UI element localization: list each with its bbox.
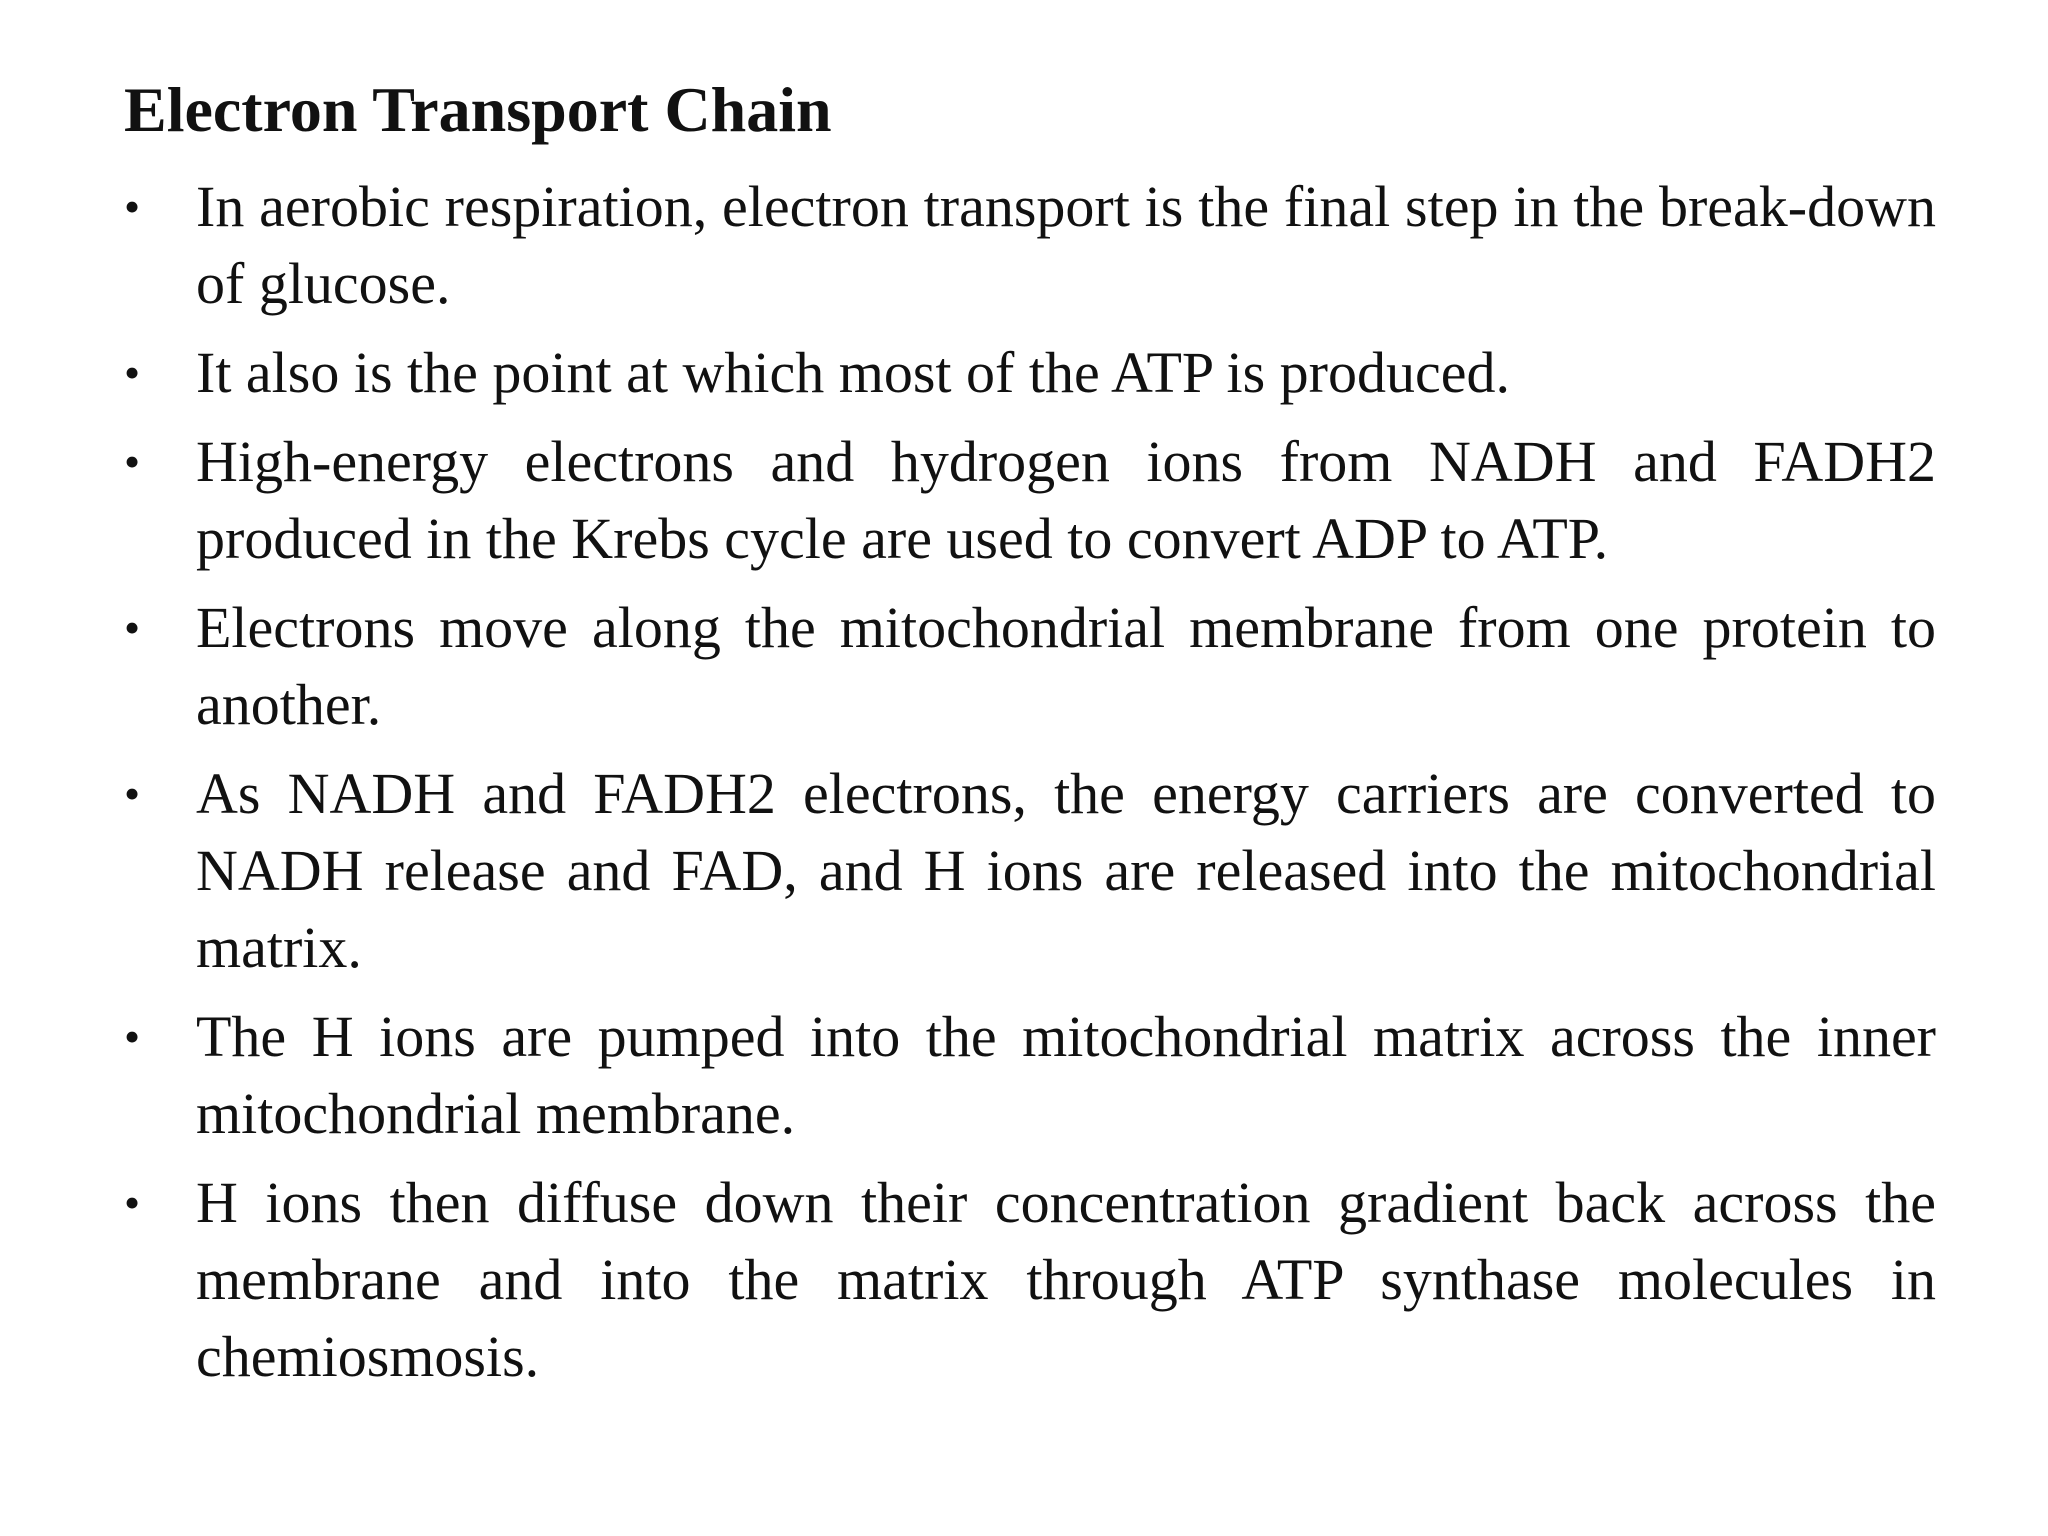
bullet-item	[124, 168, 1936, 322]
bullet-text: H ions then diffuse down their concentration gradient back across the membrane and into the matrix through ATP synthase molecules in chemiosmosis.	[196, 1170, 1936, 1389]
bullet-item	[124, 755, 1936, 986]
bullet-text: In aerobic respiration, electron transport is the final step in the break-down of glucose.	[196, 174, 1936, 316]
bullet-item	[124, 1164, 1936, 1395]
bullet-icon: •	[124, 768, 141, 819]
bullet-icon: •	[124, 347, 141, 398]
bullet-text: Electrons move along the mitochondrial membrane from one protein to another.	[196, 595, 1936, 737]
bullet-text: As NADH and FADH2 electrons, the energy carriers are converted to NADH release and FAD, and H ions are released into the mitochondrial matrix.	[196, 761, 1936, 980]
bullet-item	[124, 998, 1936, 1152]
bullet-list	[124, 168, 1936, 1407]
bullet-item	[124, 589, 1936, 743]
bullet-icon: •	[124, 1011, 141, 1062]
bullet-icon: •	[124, 602, 141, 653]
bullet-text: The H ions are pumped into the mitochondrial matrix across the inner mitochondrial membrane.	[196, 1004, 1936, 1146]
bullet-text: High-energy electrons and hydrogen ions from NADH and FADH2 produced in the Krebs cycle are used to convert ADP to ATP.	[196, 429, 1936, 571]
bullet-text: It also is the point at which most of the ATP is produced.	[196, 340, 1510, 405]
slide-title: Electron Transport Chain	[124, 74, 832, 145]
bullet-icon: •	[124, 181, 141, 232]
bullet-icon: •	[124, 1177, 141, 1228]
bullet-item	[124, 334, 1936, 411]
bullet-icon: •	[124, 436, 141, 487]
bullet-item	[124, 423, 1936, 577]
